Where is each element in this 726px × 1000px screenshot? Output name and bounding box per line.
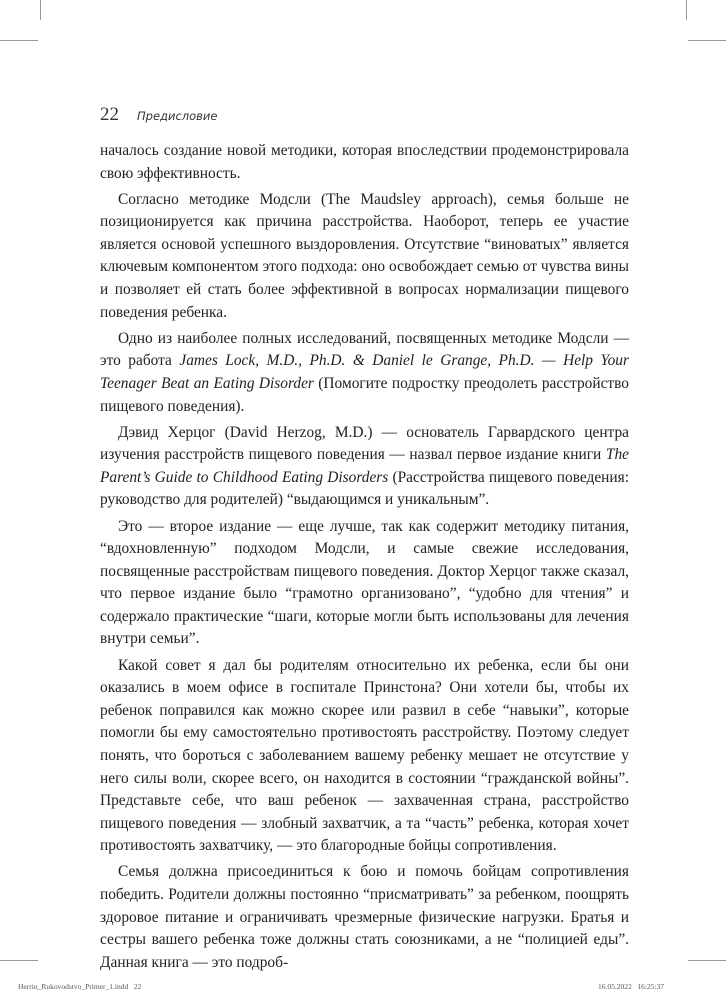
page-header — [100, 104, 217, 126]
book-reference: The Parent’s Guide to Childhood Eating Disorders — [100, 446, 629, 486]
paragraph: Это — второе издание — еще лучше, так как содержит методику питания, “вдохновленную” подходом Модсли, и самые свежие исследования, посвященные расстройствам пищевого поведения. Доктор Херцог также сказал, что первое издание было “грамотно организовано”, “удобно для чтения” и содержало практические “шаги, которые могли быть использованы для лечения внутри семьи”. — [100, 517, 629, 648]
page-number: 22 — [100, 104, 119, 125]
crop-mark — [686, 0, 687, 20]
crop-mark — [0, 960, 38, 961]
body-text — [100, 140, 629, 978]
paragraph: Дэвид Херцог (David Herzog, M.D.) — основатель Гарвардского центра изучения расстройств пищевого поведения — назвал первое издание книги The Parent’s Guide to Childhood Eating Disorders (Расстройства пищевого поведения: руководство для родителей) “выдающимся и уникальным”. — [100, 423, 629, 509]
paragraph: Согласно методике Модсли (The Maudsley approach), семья больше не позиционируется как причина расстройства. Наоборот, теперь ее участие является основой успешного выздоровления. Отсутствие “виноватых” является ключевым компонентом этого подхода: оно освобождает семью от чувства вины и позволяет ей стать более эффективной в вопросах нормализации пищевого поведения ребенка. — [100, 190, 629, 321]
paragraph: Одно из наиболее полных исследований, посвященных методике Модсли — это работа James Lock, M.D., Ph.D. & Daniel le Grange, Ph.D. — Help Your Teenager Beat an Eating Disorder (Помогите подростку преодолеть расстройство пищевого поведения). — [100, 329, 630, 415]
paragraph: Какой совет я дал бы родителям относительно их ребенка, если бы они оказались в моем офисе в госпитале Принстона? Они хотели бы, чтобы их ребенок поправился как можно скорее или развил в себе “навыки”, которые помогли бы ему самостоятельно противостоять расстройству. Поэтому следует понять, что бороться с заболеванием вашему ребенку мешает не отсутствие у него силы воли, скорее всего, он находится в состоянии “гражданской войны”. Представьте себе, что ваш ребенок — захваченная страна, расстройство пищевого поведения — злобный захватчик, а та “часть” ребенка, которая хочет противостоять захватчику, — это благородные бойцы сопротивления. — [100, 656, 629, 855]
crop-mark — [40, 0, 41, 20]
print-footer-file: Herrin_Rukovodstvo_Primer_1.indd 22 — [18, 982, 142, 991]
book-reference: James Lock, M.D., Ph.D. & Daniel le Grange, Ph.D. — Help Your Teenager Beat an Eating Disorder — [100, 352, 629, 392]
paragraph: Семья должна присоединиться к бою и помочь бойцам сопротивления победить. Родители должны постоянно “присматривать” за ребенком, поощрять здоровое питание и ограничивать чрезмерные физические нагрузки. Братья и сестры вашего ребенка тоже должны стать союзниками, а не “полицией еды”. Данная книга — это подроб- — [100, 863, 629, 971]
crop-mark — [688, 960, 726, 961]
print-footer-timestamp: 16.05.2022 16:25:37 — [598, 982, 665, 991]
crop-mark — [0, 40, 38, 41]
paragraph: началось создание новой методики, которая впоследствии продемонстрировала свою эффективность. — [100, 142, 629, 182]
running-title: Предисловие — [137, 109, 218, 123]
crop-mark — [688, 40, 726, 41]
